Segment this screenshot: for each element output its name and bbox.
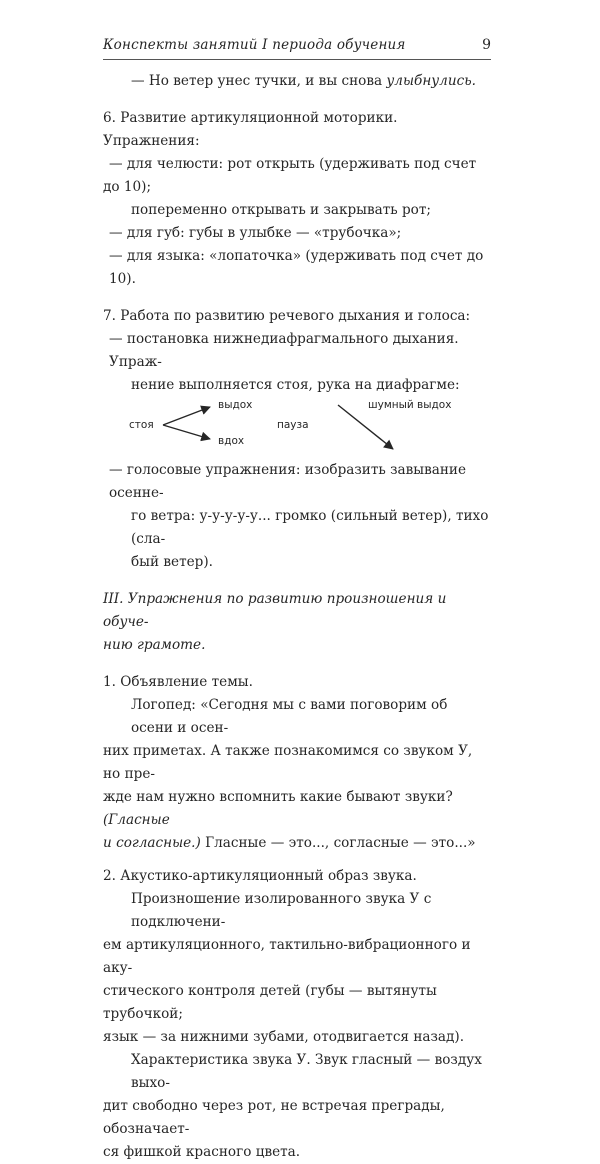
running-header [103, 37, 491, 59]
text-line7: ся фишкой красного цвета. [103, 1144, 301, 1160]
label-inhale: вдох [218, 435, 245, 447]
speech-line1: Логопед: «Сегодня мы с вами поговорим об осени и осен- [131, 697, 448, 736]
section-heading-line1: III. Упражнения по развитию произношения и обуче- [103, 591, 447, 630]
heading-articulation: 6. Развитие артикуляционной моторики. Упражнения: [103, 110, 398, 149]
heading-breathing: 7. Работа по развитию речевого дыхания и голоса: [103, 308, 471, 324]
list-item-jaw-cont: попеременно открывать и закрывать рот; [131, 202, 431, 218]
heading-sound-image: 2. Акустико-артикуляционный образ звука. [103, 868, 417, 884]
list-item-breathing: — постановка нижнедиафрагмального дыхания. Упраж- [109, 331, 459, 370]
breathing-diagram [103, 399, 491, 455]
list-item-voice: — голосовые упражнения: изобразить завывание осенне- [109, 462, 467, 501]
text-line5: Характеристика звука У. Звук гласный — воздух выхо- [131, 1052, 482, 1091]
paragraph-wind: — Но ветер унес тучки, и вы снова улыбнулись. [131, 73, 476, 89]
running-title: Конспекты занятий I периода обучения [103, 37, 406, 53]
header-rule [103, 59, 491, 60]
list-item-tongue: — для языка: «лопаточка» (удерживать под счет до 10). [109, 248, 484, 287]
list-item-jaw: — для челюсти: рот открыть (удерживать под счет до 10); [103, 156, 477, 195]
section-heading-line2: нию грамоте. [103, 637, 206, 653]
speech-line2: них приметах. А также познакомимся со звуком У, но пре- [103, 743, 473, 782]
speech-line4: и согласные.) Гласные — это..., согласные — это...» [103, 835, 476, 851]
page-number: 9 [482, 37, 491, 53]
text-line4: язык — за нижними зубами, отодвигается назад). [103, 1029, 465, 1045]
label-pause: пауза [277, 419, 309, 431]
list-item-voice-cont2: бый ветер). [131, 554, 213, 570]
text-line3: стического контроля детей (губы — вытянуты трубочкой; [103, 983, 437, 1022]
label-noisy-exhale: шумный выдох [368, 399, 452, 411]
text-line1: Произношение изолированного звука У с подключени- [131, 891, 432, 930]
arrow-noisy-exhale [338, 405, 393, 449]
text-line6: дит свободно через рот, не встречая преграды, обозначает- [103, 1098, 445, 1137]
speech-line3: жде нам нужно вспомнить какие бывают звуки? (Гласные [103, 789, 453, 828]
label-stand: стоя [129, 419, 154, 431]
list-item-lips: — для губ: губы в улыбке — «трубочка»; [109, 225, 402, 241]
heading-topic: 1. Объявление темы. [103, 674, 253, 690]
text-line2: ем артикуляционного, тактильно-вибрационного и аку- [103, 937, 471, 976]
page-body [103, 70, 491, 1164]
label-exhale: выдох [218, 399, 253, 411]
arrow-inhale [163, 425, 210, 439]
list-item-breathing-cont: нение выполняется стоя, рука на диафрагме: [131, 377, 460, 393]
arrow-exhale [163, 407, 210, 425]
list-item-voice-cont1: го ветра: у-у-у-у-у... громко (сильный ветер), тихо (сла- [131, 508, 489, 547]
